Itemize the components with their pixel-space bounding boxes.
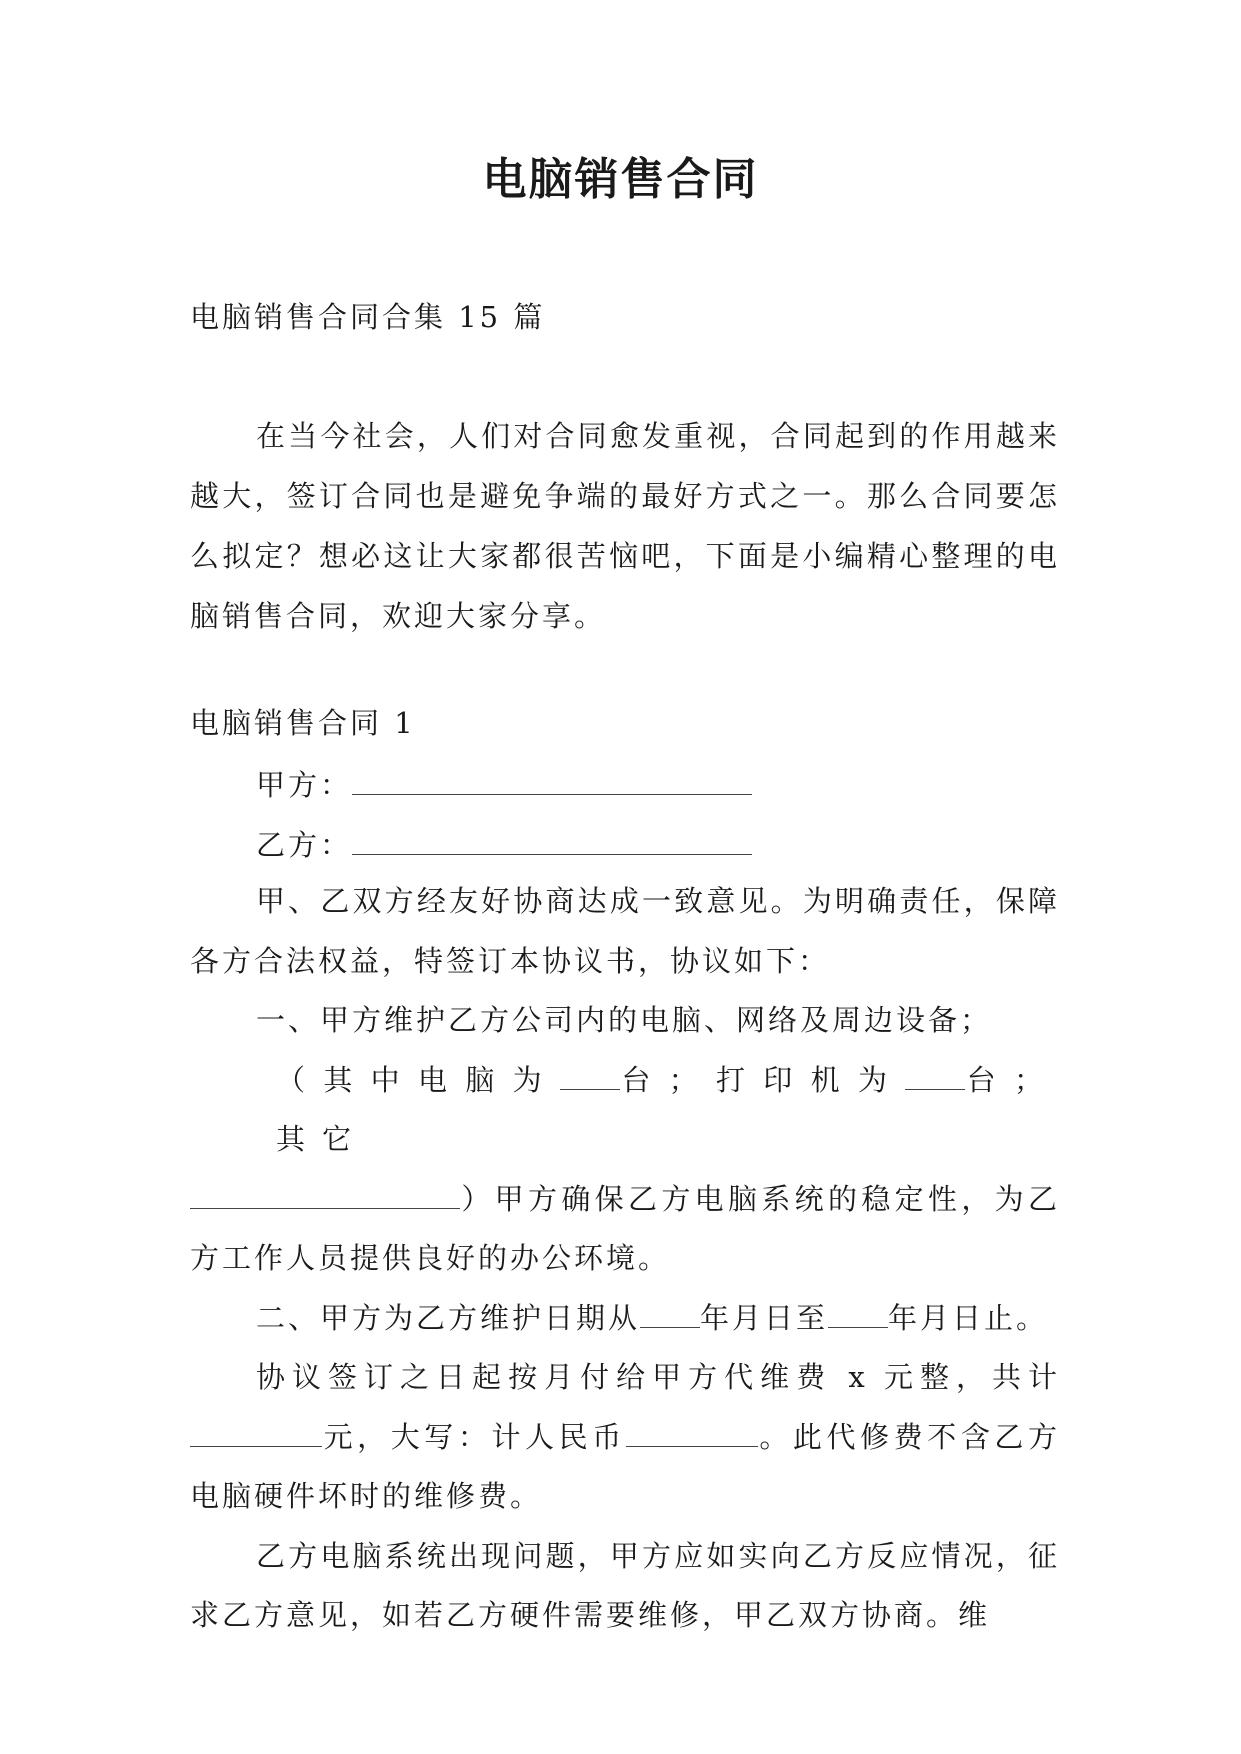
contract-clauses	[190, 872, 1060, 1646]
clause-intro: 甲、乙双方经友好协商达成一致意见。为明确责任，保障各方合法权益，特签订本协议书，协议如下：	[190, 884, 1060, 978]
other-devices-blank	[190, 1180, 460, 1209]
printer-count-blank	[905, 1061, 965, 1090]
clause-1-detail-b: 台；打印机为	[619, 1062, 906, 1097]
start-date-blank	[640, 1299, 700, 1328]
intro-paragraph: 在当今社会，人们对合同愈发重视，合同起到的作用越来越大，签订合同也是避免争端的最好方式之一。那么合同要怎么拟定？想必这让大家都很苦恼吧，下面是小编精心整理的电脑销售合同，欢迎大家分享。	[190, 419, 1060, 633]
party-b-line	[256, 820, 752, 870]
clause-1-detail-a: （其中电脑为	[276, 1062, 560, 1097]
clause-2-c: 年月日止。	[888, 1300, 1049, 1335]
fee-c: 。此代修费不含乙方电脑硬件坏时的维修费。	[190, 1419, 1060, 1513]
document-subtitle: 电脑销售合同合集 15 篇	[190, 300, 546, 334]
clause-2	[190, 1289, 1060, 1349]
clause-1-detail-c: 台；其它	[276, 1062, 1060, 1156]
clause-1-detail-d: ）甲方确保乙方电脑系统的稳定性，为乙方工作人员提供良好的办公环境。	[190, 1181, 1060, 1275]
clause-2-a: 二、甲方为乙方维护日期从	[256, 1300, 641, 1335]
party-b-blank	[352, 824, 752, 855]
repair-clause: 乙方电脑系统出现问题，甲方应如实向乙方反应情况，征求乙方意见，如若乙方硬件需要维修，甲乙双方协商。维	[190, 1538, 1060, 1632]
fee-b: 元，大写：计人民币	[322, 1419, 626, 1454]
party-a-label: 甲方：	[256, 768, 353, 802]
total-amount-blank	[190, 1418, 322, 1447]
computer-count-blank	[560, 1061, 620, 1090]
party-a-blank	[352, 764, 752, 795]
clause-1-detail-continued	[190, 1170, 1060, 1289]
party-b-label: 乙方：	[256, 828, 353, 862]
document-title: 电脑销售合同	[482, 154, 759, 205]
amount-in-words-blank	[626, 1418, 758, 1447]
clause-1-detail-line	[190, 1051, 1060, 1170]
fee-a: 协议签订之日起按月付给甲方代维费 x 元整，共计	[256, 1360, 1060, 1394]
clause-1: 一、甲方维护乙方公司内的电脑、网络及周边设备；	[256, 1003, 993, 1037]
end-date-blank	[828, 1299, 888, 1328]
party-a-line	[256, 760, 752, 810]
clause-2-b: 年月日至	[700, 1300, 829, 1335]
fee-clause	[190, 1348, 1060, 1527]
section-title: 电脑销售合同 1	[190, 706, 416, 740]
